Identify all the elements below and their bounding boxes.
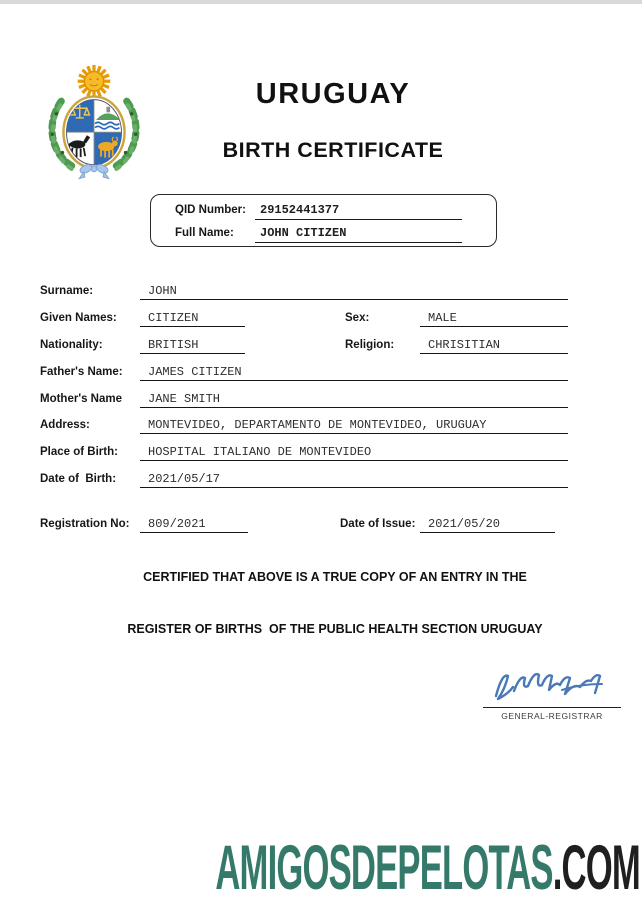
sun-icon — [78, 65, 111, 98]
address-value: MONTEVIDEO, DEPARTAMENTO DE MONTEVIDEO, URUGUAY — [140, 418, 568, 434]
signature-block — [483, 707, 621, 721]
religion-label: Religion: — [345, 338, 395, 351]
father-name-value: JAMES CITIZEN — [140, 365, 568, 381]
full-name-value: JOHN CITIZEN — [255, 226, 462, 243]
father-name-row — [40, 363, 568, 390]
certification-line-2: REGISTER OF BIRTHS OF THE PUBLIC HEALTH SECTION URUGUAY — [127, 622, 543, 636]
date-of-issue-value: 2021/05/20 — [420, 517, 555, 533]
place-of-birth-value: HOSPITAL ITALIANO DE MONTEVIDEO — [140, 445, 568, 461]
given-names-row — [40, 309, 568, 336]
full-name-row — [151, 226, 496, 244]
registration-no-label: Registration No: — [40, 518, 130, 530]
qid-number-row — [151, 203, 496, 221]
signature-icon — [492, 663, 614, 709]
place-of-birth-row — [40, 443, 568, 470]
watermark-brand: AMIGOSDEPELOTAS — [215, 833, 553, 903]
given-names-label: Given Names: — [40, 311, 117, 324]
registration-no-value: 809/2021 — [140, 517, 248, 533]
registrar-title: GENERAL-REGISTRAR — [501, 711, 603, 721]
registration-row — [40, 515, 568, 542]
sex-value: MALE — [420, 311, 568, 327]
date-of-birth-row — [40, 470, 568, 497]
surname-value: JOHN — [140, 284, 568, 300]
sex-label: Sex: — [345, 311, 370, 324]
nationality-label: Nationality: — [40, 338, 103, 351]
nationality-row — [40, 336, 568, 363]
mother-name-row — [40, 390, 568, 417]
mother-name-value: JANE SMITH — [140, 392, 568, 408]
watermark-tld: .COM — [552, 833, 640, 903]
full-name-label: Full Name: — [175, 227, 234, 239]
place-of-birth-label: Place of Birth: — [40, 446, 118, 459]
page-title: URUGUAY — [255, 78, 411, 110]
nationality-value: BRITISH — [140, 338, 245, 354]
document-title: BIRTH CERTIFICATE — [222, 138, 444, 162]
date-of-issue-label: Date of Issue: — [340, 518, 416, 530]
date-of-birth-label: Date of Birth: — [40, 473, 117, 486]
date-of-birth-value: 2021/05/17 — [140, 472, 568, 488]
given-names-value: CITIZEN — [140, 311, 245, 327]
qid-number-label: QID Number: — [175, 204, 246, 216]
id-summary-box — [150, 194, 497, 247]
certification-line-1: CERTIFIED THAT ABOVE IS A TRUE COPY OF AN ENTRY IN THE — [143, 570, 527, 584]
surname-row — [40, 282, 568, 309]
qid-number-value: 29152441377 — [255, 203, 462, 220]
address-row — [40, 416, 568, 443]
site-watermark — [215, 833, 640, 903]
uruguay-coat-of-arms-icon — [38, 60, 150, 182]
father-name-label: Father's Name: — [40, 365, 123, 378]
form-fields — [40, 282, 568, 497]
surname-label: Surname: — [40, 285, 94, 297]
address-label: Address: — [40, 419, 90, 432]
religion-value: CHRISITIAN — [420, 338, 568, 354]
mother-name-label: Mother's Name — [40, 392, 122, 405]
top-border-strip — [0, 0, 642, 4]
